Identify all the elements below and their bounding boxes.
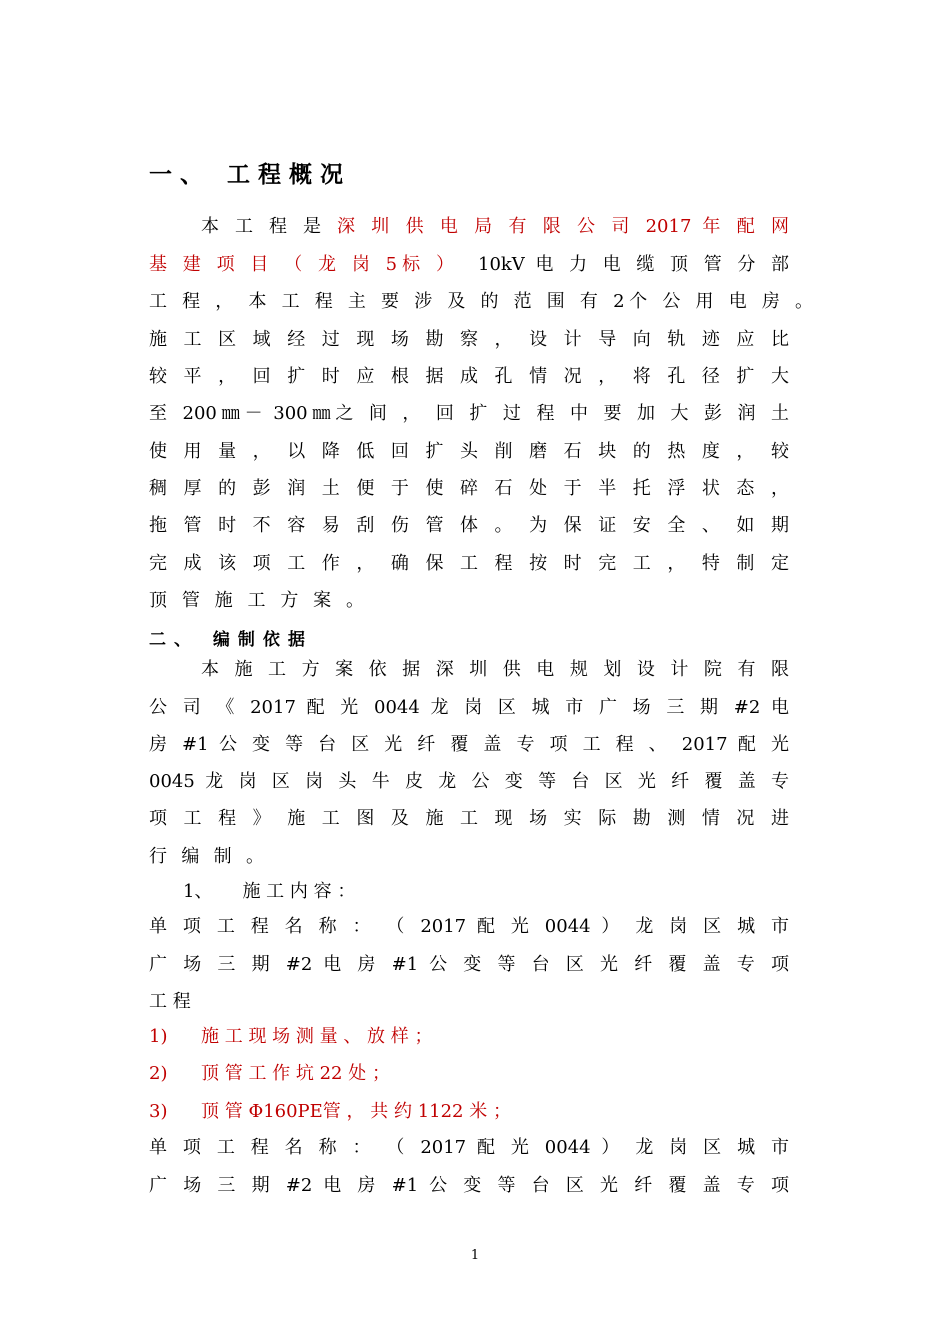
page-number: 1 <box>470 1248 480 1263</box>
list-item <box>149 1024 789 1050</box>
project-name-line: 工 程 <box>149 991 191 1012</box>
project-name-line: 广 场 三 期 #2 电 房 #1 公 变 等 台 区 光 纤 覆 盖 专 项 <box>149 954 789 975</box>
project-name-line: 广 场 三 期 #2 电 房 #1 公 变 等 台 区 光 纤 覆 盖 专 项 <box>149 1175 789 1196</box>
paragraph-line: 使 用 量 ， 以 降 低 回 扩 头 削 磨 石 块 的 热 度 ， 较 <box>149 441 789 462</box>
paragraph-line: 项 工 程 》 施 工 图 及 施 工 现 场 实 际 勘 测 情 况 进 <box>149 808 789 829</box>
paragraph-line: 本 施 工 方 案 依 据 深 圳 供 电 规 划 设 计 院 有 限 <box>201 659 789 680</box>
subsection-title: 施 工 内 容 ： <box>242 881 356 902</box>
list-item <box>149 1061 789 1087</box>
highlighted-project-name: 基 建 项 目 （ 龙 岗 5标 ） <box>149 254 454 275</box>
list-item-number: 2) <box>149 1063 168 1084</box>
paragraph-line: 基 建 项 目 （ 龙 岗 5标 ） 10kV 电 力 电 缆 顶 管 分 部 <box>149 252 789 278</box>
project-name-line: 单 项 工 程 名 称 ： （ 2017 配 光 0044 ） 龙 岗 区 城 市 <box>149 916 789 937</box>
section-heading-overview: 一、 工程概况 <box>149 162 352 188</box>
paragraph-line: 至 200㎜－ 300㎜之 间 ， 回 扩 过 程 中 要 加 大 彭 润 土 <box>149 403 789 424</box>
subsection-number: 1、 <box>183 881 213 902</box>
list-item-text: 施 工 现 场 测 量 、 放 样 ； <box>201 1026 433 1047</box>
paragraph-line: 本 工 程 是 深 圳 供 电 局 有 限 公 司 2017 年 配 网 <box>149 214 789 240</box>
paragraph-line: 拖 管 时 不 容 易 刮 伤 管 体 。 为 保 证 安 全 、 如 期 <box>149 515 789 536</box>
paragraph-line: 顶 管 施 工 方 案 。 <box>149 590 364 611</box>
paragraph-line: 工 程 ， 本 工 程 主 要 涉 及 的 范 围 有 2个 公 用 电 房 。 <box>149 291 813 312</box>
paragraph-line: 完 成 该 项 工 作 ， 确 保 工 程 按 时 完 工 ， 特 制 定 <box>149 553 789 574</box>
highlighted-project-name: 深 圳 供 电 局 有 限 公 司 2017 年 配 网 <box>337 216 789 237</box>
paragraph-line: 公 司 《 2017 配 光 0044 龙 岗 区 城 市 广 场 三 期 #2 电 <box>149 697 789 718</box>
project-name-line: 单 项 工 程 名 称 ： （ 2017 配 光 0044 ） 龙 岗 区 城 市 <box>149 1137 789 1158</box>
paragraph-line: 较 平 ， 回 扩 时 应 根 据 成 孔 情 况 ， 将 孔 径 扩 大 <box>149 366 789 387</box>
subsection-heading <box>183 879 823 905</box>
paragraph-line: 施 工 区 域 经 过 现 场 勘 察 ， 设 计 导 向 轨 迹 应 比 <box>149 329 789 350</box>
paragraph-line: 行 编 制 。 <box>149 846 264 867</box>
list-item-number: 1) <box>149 1026 168 1047</box>
list-item-text: 顶 管 工 作 坑 22 处 ； <box>201 1063 390 1084</box>
list-item <box>149 1099 789 1125</box>
list-item-text: 顶 管 Φ160PE管 ， 共 约 1122 米 ； <box>201 1101 511 1122</box>
list-item-number: 3) <box>149 1101 168 1122</box>
section-heading-basis: 二、 编制依据 <box>149 630 313 650</box>
paragraph-line: 稠 厚 的 彭 润 土 便 于 使 碎 石 处 于 半 托 浮 状 态 ， <box>149 478 789 499</box>
paragraph-line: 房 #1 公 变 等 台 区 光 纤 覆 盖 专 项 工 程 、 2017 配 光 <box>149 734 789 755</box>
paragraph-line: 0045 龙 岗 区 岗 头 牛 皮 龙 公 变 等 台 区 光 纤 覆 盖 专 <box>149 771 789 792</box>
